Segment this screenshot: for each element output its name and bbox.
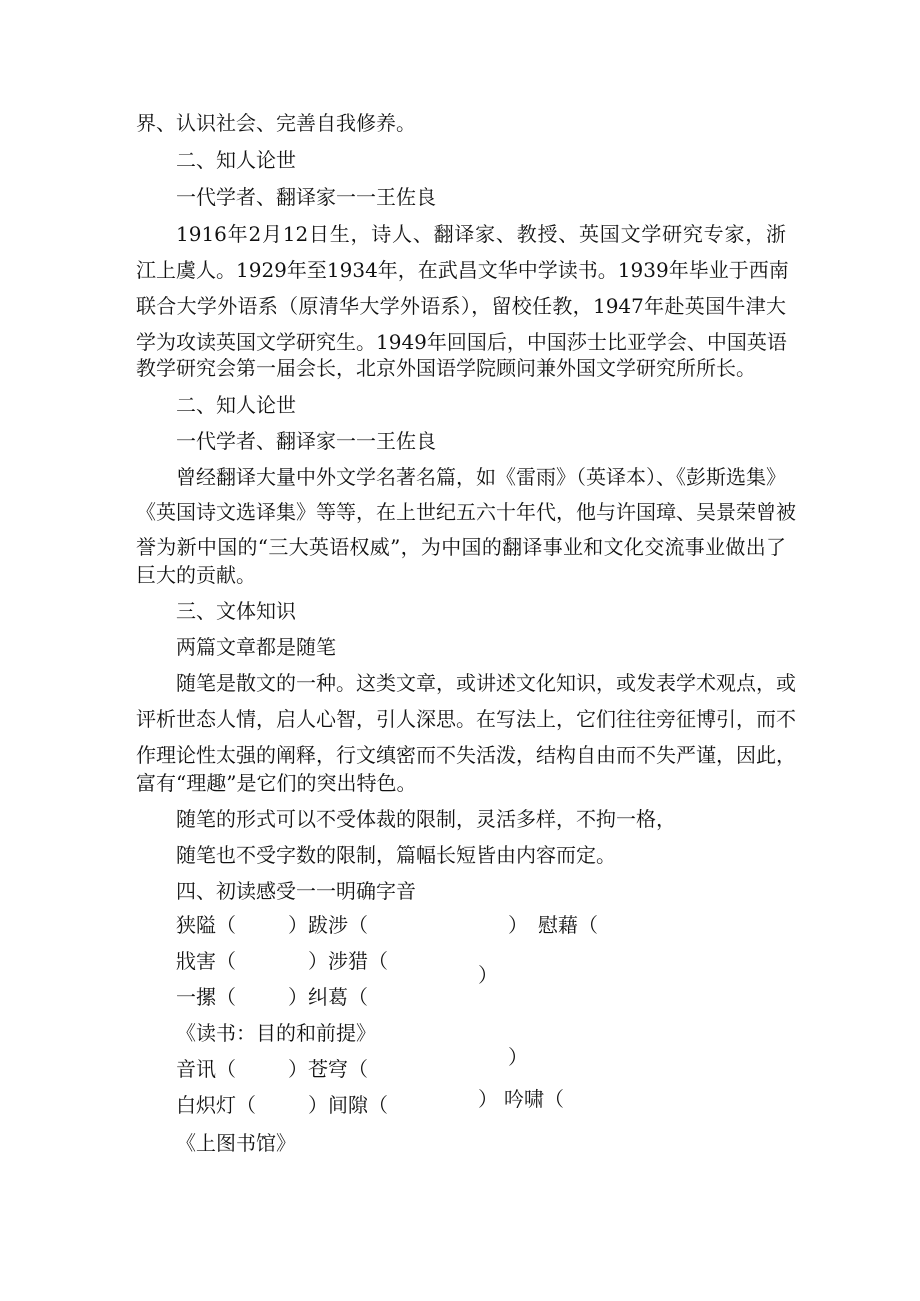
pinyin-blank-item: 音讯（ — [176, 1057, 236, 1081]
pinyin-blank-item: ）纠葛（ — [288, 985, 368, 1009]
pinyin-blank-item: ） — [508, 913, 528, 937]
pinyin-blank-item: ） — [508, 1045, 528, 1069]
paragraph-line: 作理论性太强的阐释，行文缜密而不失活泼，结构自由而不失严谨，因此， — [136, 743, 796, 767]
subheading: 两篇文章都是随笔 — [176, 635, 336, 659]
article-title: 《上图书馆》 — [176, 1131, 296, 1155]
paragraph-line: 巨大的贡献。 — [136, 563, 256, 587]
paragraph-line: 评析世态人情，启人心智，引人深思。在写法上，它们往往旁征博引，而不 — [136, 707, 796, 731]
subheading: 一代学者、翻译家一一王佐良 — [176, 185, 436, 209]
pinyin-blank-item: ） — [478, 1087, 498, 1111]
pinyin-blank-item: ）苍穹（ — [288, 1057, 368, 1081]
pinyin-blank-item: 白炽灯（ — [176, 1093, 256, 1117]
paragraph-line: 随笔是散文的一种。这类文章，或讲述文化知识，或发表学术观点，或 — [176, 671, 796, 695]
pinyin-blank-item: 一摞（ — [176, 985, 236, 1009]
pinyin-blank-item: ）涉猎（ — [308, 949, 388, 973]
article-title: 《读书：目的和前提》 — [176, 1021, 376, 1045]
paragraph-line: 学为攻读英国文学研究生。1949年回国后，中国莎士比亚学会、中国英语 — [136, 330, 787, 354]
pinyin-blank-item: 戕害（ — [176, 949, 236, 973]
paragraph-line: 江上虞人。1929年至1934年，在武昌文华中学读书。1939年毕业于西南 — [136, 258, 789, 282]
pinyin-blank-item: 吟啸（ — [504, 1087, 564, 1111]
section-heading: 二、知人论世 — [176, 393, 296, 417]
paragraph-line: 富有“理趣”是它们的突出特色。 — [136, 771, 417, 795]
paragraph-line: 1916年2月12日生，诗人、翻译家、教授、英国文学研究专家，浙 — [176, 222, 786, 246]
section-heading: 三、文体知识 — [176, 599, 296, 623]
paragraph-line: 联合大学外语系（原清华大学外语系），留校任教，1947年赴英国牛津大 — [136, 294, 786, 318]
pinyin-blank-item: 慰藉（ — [538, 913, 598, 937]
pinyin-blank-item: ）跋涉（ — [288, 913, 368, 937]
pinyin-blank-item: 狭隘（ — [176, 913, 236, 937]
paragraph-line: 教学研究会第一届会长，北京外国语学院顾问兼外国文学研究所所长。 — [136, 356, 756, 380]
paragraph-line: 随笔也不受字数的限制，篇幅长短皆由内容而定。 — [176, 843, 616, 867]
paragraph-line: 随笔的形式可以不受体裁的限制，灵活多样，不拘一格， — [176, 807, 676, 831]
subheading: 一代学者、翻译家一一王佐良 — [176, 429, 436, 453]
pinyin-blank-item: ）间隙（ — [308, 1093, 388, 1117]
section-heading: 四、初读感受一一明确字音 — [176, 879, 416, 903]
paragraph-line: 曾经翻译大量中外文学名著名篇，如《雷雨》（英译本）、《彭斯选集》 — [176, 465, 786, 489]
paragraph-line: 界、认识社会、完善自我修养。 — [136, 111, 416, 135]
section-heading: 二、知人论世 — [176, 148, 296, 172]
paragraph-line: 誉为新中国的“三大英语权威”，为中国的翻译事业和文化交流事业做出了 — [136, 535, 786, 559]
paragraph-line: 《英国诗文选译集》等等，在上世纪五六十年代，他与许国璋、吴景荣曾被 — [136, 500, 796, 524]
pinyin-blank-item: ） — [478, 963, 498, 987]
